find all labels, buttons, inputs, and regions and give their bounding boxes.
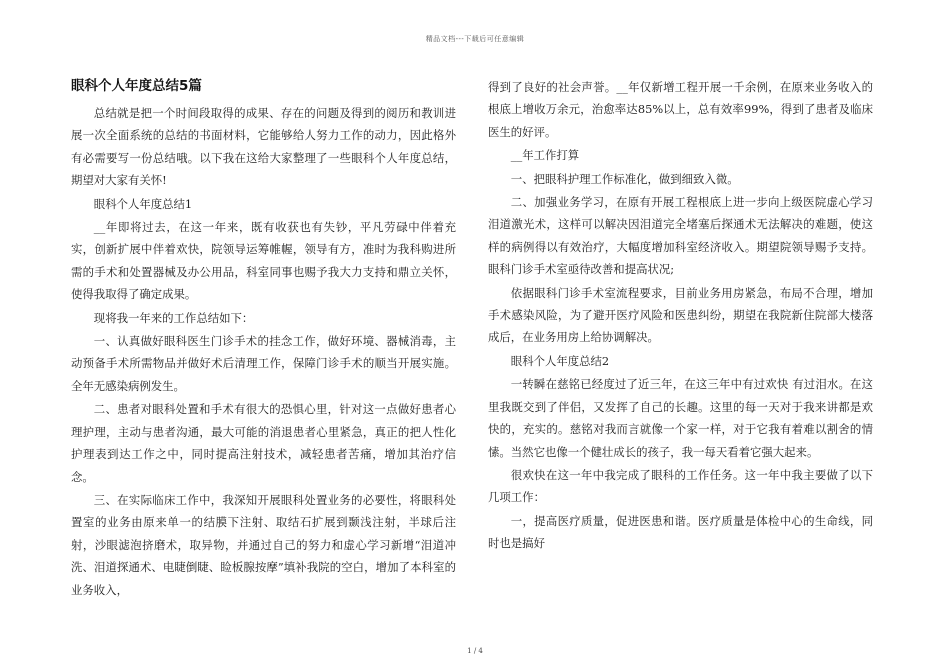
paragraph: 二、患者对眼科处置和手术有很大的恐惧心里，针对这一点做好患者心理护理，主动与患者沟通，最大可能的消退患者心里紧急，真正的把人性化护理表到达工作之中，同时提高注射技术，减轻患者苦痛，增加其治疗信念。 [71,402,456,484]
section-heading: 眼科个人年度总结1 [93,196,193,211]
paragraph: 现将我一年来的工作总结如下： [93,310,254,325]
paragraph: 很欢快在这一年中我完成了眼科的工作任务。这一年中我主要做了以下几项工作： [488,467,873,505]
page-number: 1 / 4 [467,647,483,655]
left-paragraphs [71,102,456,601]
paragraph: 三、在实际临床工作中，我深知开展眼科处置业务的必要性，将眼科处置室的业务由原来单一的结膜下注射、取结石扩展到颞浅注射，半球后注射，沙眼滤泡挤磨术，取异物，并通过自己的努力和虚心学习新增“泪道冲洗、泪道探通术、电睫倒睫、睑板腺按摩”填补我院的空白，增加了本科室的业务收入， [71,492,456,597]
paragraph-continued: 得到了良好的社会声誉。__年仅新增工程开展一千余例，在原来业务收入的根底上增收万余元，治愈率达85%以上，总有效率99%，得到了患者及临床医生的好评。 [488,80,873,139]
paragraph: 总结就是把一个时间段取得的成果、存在的问题及得到的阅历和教训进展一次全面系统的总结的书面材料，它能够给人努力工作的动力，因此格外有必需要写一份总结哦。以下我在这给大家整理了一些眼科个人年度总结，期望对大家有关怀! [71,106,456,188]
paragraph: 一，提高医疗质量，促进医患和谐。医疗质量是体检中心的生命线，同时也是搞好 [488,513,873,551]
paragraph: 二、加强业务学习，在原有开展工程根底上进一步向上级医院虚心学习泪道激光术，这样可以解决因泪道完全堵塞后探通术无法解决的难题，使这样的病例得以有效治疗，大幅度增加科室经济收入。期望院领导赐予支持。眼科门诊手术室亟待改善和提高状况; [488,195,873,277]
section-heading: 眼科个人年度总结2 [510,353,610,368]
paragraph: 一、认真做好眼科医生门诊手术的挂念工作，做好环境、器械消毒，主动预备手术所需物品并做好术后清理工作，保障门诊手术的顺当开展实施。全年无感染病例发生。 [71,334,456,393]
section-heading: __年工作打算 [510,148,580,163]
document-title: 眼科个人年度总结5篇 [71,78,202,94]
paragraph: 依据眼科门诊手术室流程要求，目前业务用房紧急，布局不合理，增加手术感染风险，为了避开医疗风险和医患纠纷，期望在我院新住院部大楼落成后，在业务用房上给协调解决。 [488,285,873,345]
left-column [71,76,456,602]
paragraph: 一、把眼科护理工作标准化，做到细致入微。 [510,171,739,186]
page-header: 精品文档---下载后可任意编辑 [425,35,525,43]
right-column [488,76,873,556]
paragraph: __年即将过去，在这一年来，既有收获也有失钞，平凡劳碌中伴着充实，创新扩展中伴着欢快，院领导运筹帷幄，领导有方，准时为我科购进所需的手术和处置器械及办公用品，科室同事也赐予我大力支持和鼎立关怀，使得我取得了确定成果。 [71,220,456,302]
paragraph: 一转瞬在慈铭已经度过了近三年，在这三年中有过欢快 有过泪水。在这里我既交到了伴侣，又发挥了自己的长趣。这里的每一天对于我来讲都是欢快的，充实的。慈铭对我而言就像一个家一样，对于它我有着难以割舍的情愫。当然它也像一个健壮成长的孩子，我一每天看着它强大起来。 [488,377,873,459]
